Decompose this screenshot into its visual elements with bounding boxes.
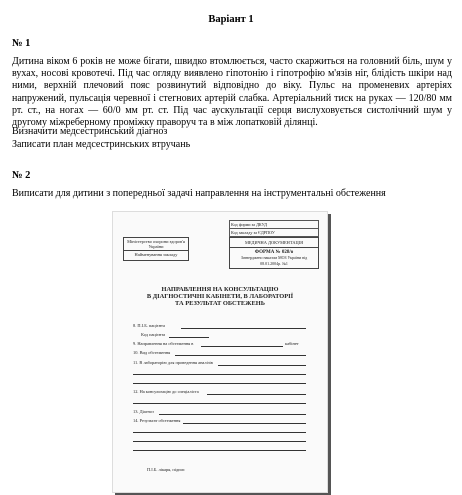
form-heading	[113, 286, 327, 308]
form-number: ФОРМА № 028/о	[254, 250, 294, 256]
task2-number: № 2	[12, 170, 31, 181]
form-code-dkud: Код форми за ДКУД	[229, 220, 319, 229]
task1-text: Дитина віком 6 років не може бігати, швидко втомлюється, часто скаржиться на головний біль, шум у вухах, носові кровотечі. Під час огляду виявлено гіпотонію і гіпотрофію м'язів ніг, блідість шкіри над ними, верхній плечовий пояс розвинутий відповідно до віку. Пульс на променевих артеріях напружений, пульсація черевної і стегнових артерій слабка. Артеріальний тиск на руках — 120/80 мм рт. ст., на ногах — 60/0 мм рт. ст. Під час аускультації серця вислуховується систолічний шум у другому міжреберному проміжку праворуч та в між лопатковій ділянці.	[12, 56, 452, 129]
form-code-edrpou: Код закладу за ЄДРПОУ	[229, 228, 319, 237]
variant-title: Варіант 1	[208, 14, 254, 25]
task2-text: Виписати для дитини з попередньої задачі направлення на інструментальні обстеження	[12, 188, 386, 199]
form-field-11: 11. В лабораторію для проведення аналізів	[133, 360, 213, 365]
task1-instruction-plan: Записати план медсестринських втручань	[12, 139, 191, 150]
form-ministry-box	[123, 237, 189, 261]
form-field-8: 8. П.І.Б. пацієнта	[133, 323, 165, 328]
form-field-12: 12. На консультацію до спеціаліста	[133, 389, 199, 394]
form-heading-line1: НАПРАВЛЕННЯ НА КОНСУЛЬТАЦІЮ	[161, 286, 279, 293]
referral-form-image	[112, 211, 328, 493]
form-field-14: 14. Результат обстеження	[133, 418, 181, 423]
form-field-8-code: Код пацієнта	[141, 332, 166, 337]
form-meddoc-box	[229, 237, 319, 269]
form-institution: Найменування закладу	[134, 252, 178, 258]
form-heading-line3: ТА РЕЗУЛЬТАТ ОБСТЕЖЕНЬ	[175, 300, 265, 308]
form-field-13: 13. Діагноз	[133, 409, 154, 414]
form-ministry: Міністерство охорони здоров'я України	[124, 238, 188, 251]
form-field-9-tail: кабінет	[285, 341, 299, 346]
form-field-10: 10. Вид обстеження	[133, 350, 171, 355]
form-field-9: 9. Направлення на обстеження в	[133, 341, 194, 346]
form-signature: П.І.Б. лікаря, підпис	[147, 467, 185, 472]
task1-number: № 1	[12, 38, 31, 49]
form-heading-line2: В ДІАГНОСТИЧНІ КАБІНЕТИ, В ЛАБОРАТОРІЇ	[146, 293, 294, 301]
task1-instruction-diagnosis: Визначити медсестринський діагноз	[12, 126, 168, 137]
form-med-doc: МЕДИЧНА ДОКУМЕНТАЦІЯ	[230, 238, 318, 248]
form-approved: Затверджено наказом МОЗ України від 08.01.2004р. №1	[240, 255, 308, 266]
